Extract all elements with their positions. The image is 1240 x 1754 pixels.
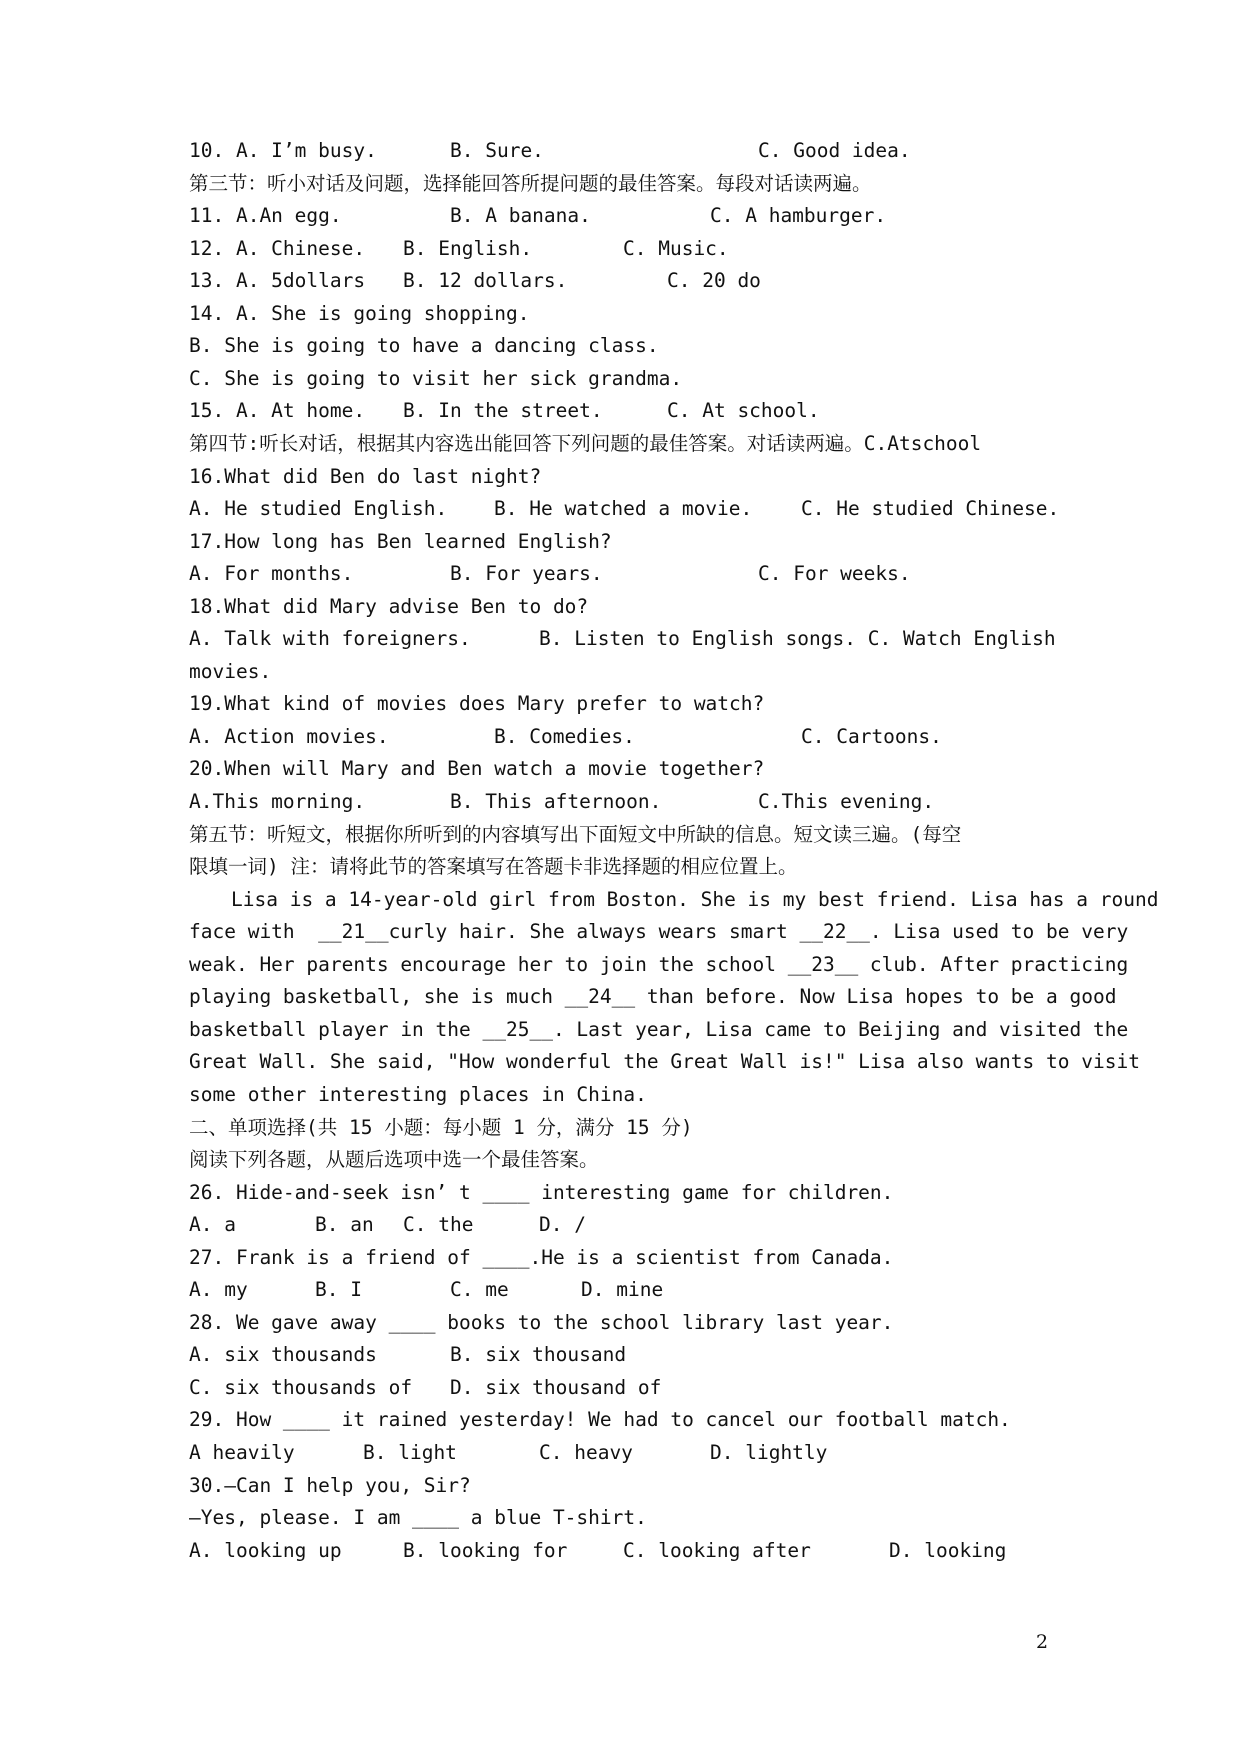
text-line [189,884,1159,916]
line-segment: B. He watched a movie. [494,497,753,521]
line-segment: B. light [363,1441,457,1464]
text-line [189,786,1069,818]
text-line [189,656,1069,688]
line-segment: 26. Hide-and-seek isn’ t ____ interesting game for children. [189,1180,894,1204]
line-segment: C. 20 do [667,269,761,293]
text-line [189,1339,1069,1371]
line-segment: 30.—Can I help you, Sir? [189,1473,471,1497]
text-line [189,981,1117,1013]
text-line [189,623,1069,655]
text-line [189,1437,1069,1469]
line-segment: 阅读下列各题，从题后选项中选一个最佳答案。 [189,1148,599,1172]
line-segment: D. mine [581,1278,664,1302]
line-segment: C. At school. [667,399,820,423]
line-segment: B. an [315,1213,374,1237]
line-segment: 27. Frank is a friend of ____.He is a scientist from Canada. [189,1245,894,1269]
line-segment: D. lightly [710,1441,828,1464]
text-line [189,265,1069,297]
line-segment: 限填一词) 注：请将此节的答案填写在答题卡非选择题的相应位置上。 [189,855,798,879]
text-line [189,688,1069,720]
text-line [189,558,1069,590]
text-line [189,526,1069,558]
line-segment: C. heavy [539,1441,633,1464]
line-segment: A. my [189,1278,248,1302]
line-segment: B. looking for [403,1538,568,1562]
text-line [189,721,1069,753]
text-line [189,1014,1129,1046]
line-segment: B. English. [403,236,533,260]
line-segment: C. Good idea. [758,139,911,162]
text-line [189,428,1069,460]
text-line [189,1079,1069,1111]
line-segment: B. I [315,1278,362,1302]
line-segment: A. Talk with foreigners. [189,627,471,651]
line-segment: playing basketball, she is much __24__ than before. Now Lisa hopes to be a good [189,985,1117,1009]
line-segment: 12. A. Chinese. [189,236,366,260]
line-segment: A. six thousands [189,1343,377,1367]
line-segment: B. Comedies. [494,724,635,748]
line-segment: 20.When will Mary and Ben watch a movie together? [189,757,765,781]
line-segment: D. / [539,1213,586,1237]
line-segment: C. For weeks. [758,562,911,586]
line-segment: B. Listen to English songs. C. Watch English [539,627,1056,651]
line-segment: 29. How ____ it rained yesterday! We had to cancel our football match. [189,1408,1011,1432]
line-segment: weak. Her parents encourage her to join the school __23__ club. After practicing [189,952,1129,976]
line-segment: 15. A. At home. [189,399,366,423]
line-segment: Lisa is a 14-year-old girl from Boston. She is my best friend. Lisa has a round [231,887,1159,911]
text-line [189,395,1069,427]
text-line [189,591,1069,623]
line-segment: C. looking after [623,1538,811,1562]
text-line [189,1209,1069,1241]
line-segment: 17.How long has Ben learned English? [189,529,612,553]
line-segment: C. six thousands of [189,1375,413,1399]
line-segment: A.This morning. [189,790,366,813]
text-line [189,168,1069,200]
line-segment: 19.What kind of movies does Mary prefer to watch? [189,692,765,716]
line-segment: 14. A. She is going shopping. [189,301,530,325]
text-line [189,493,1069,525]
line-segment: 16.What did Ben do last night? [189,464,542,488]
line-segment: 28. We gave away ____ books to the school library last year. [189,1310,894,1334]
line-segment: D. six thousand of [450,1375,662,1399]
text-line [189,1046,1140,1078]
line-segment: C. She is going to visit her sick grandma. [189,366,683,390]
line-segment: 二、单项选择(共 15 小题：每小题 1 分，满分 15 分) [189,1115,693,1139]
text-line [189,233,1069,265]
text-line [189,1242,1069,1274]
text-line [189,1177,1069,1209]
line-segment: A. Action movies. [189,724,389,748]
line-segment: —Yes, please. I am ____ a blue T-shirt. [189,1506,647,1530]
line-segment: C. A hamburger. [710,204,887,228]
page-number: 2 [1036,1631,1049,1653]
text-line [189,1470,1069,1502]
text-line [189,819,1069,851]
line-segment: B. A banana. [450,204,591,228]
line-segment: 第三节：听小对话及问题，选择能回答所提问题的最佳答案。每段对话读两遍。 [189,171,872,195]
text-line [189,1307,1069,1339]
line-segment: A. a [189,1213,236,1237]
line-segment: Great Wall. She said, "How wonderful the Great Wall is!" Lisa also wants to visit [189,1050,1140,1074]
line-segment: 第五节：听短文，根据你所听到的内容填写出下面短文中所缺的信息。短文读三遍。(每空 [189,822,962,846]
text-line [189,1372,1069,1404]
line-segment: C. the [403,1213,474,1237]
text-line [189,363,1069,395]
text-line [189,1144,1069,1176]
line-segment: D. looking [889,1538,1007,1562]
line-segment: 10. A. I’m busy. [189,139,377,162]
text-line [189,753,1069,785]
line-segment: C. Music. [623,236,729,260]
line-segment: face with __21__curly hair. She always wears smart __22__. Lisa used to be very [189,920,1129,944]
text-line [189,298,1069,330]
line-segment: A. For months. [189,562,354,586]
line-segment: B. six thousand [450,1343,627,1367]
text-line [189,330,1069,362]
text-line [189,851,1069,883]
line-segment: A. He studied English. [189,497,448,521]
line-segment: A heavily [189,1441,295,1464]
line-segment: B. 12 dollars. [403,269,568,293]
line-segment: C. Cartoons. [801,724,942,748]
text-line [189,200,1069,232]
line-segment: basketball player in the __25__. Last year, Lisa came to Beijing and visited the [189,1017,1129,1041]
text-line [189,916,1129,948]
line-segment: some other interesting places in China. [189,1082,647,1106]
line-segment: 第四节:听长对话，根据其内容选出能回答下列问题的最佳答案。对话读两遍。C.Atschool [189,431,982,455]
line-segment: 13. A. 5dollars [189,269,366,293]
line-segment: C.This evening. [758,790,935,813]
text-line [189,1274,1069,1306]
text-line [189,949,1129,981]
text-line [189,461,1069,493]
text-line [189,1112,1069,1144]
line-segment: 11. A.An egg. [189,204,342,228]
line-segment: B. For years. [450,562,603,586]
text-line [189,135,1069,167]
line-segment: movies. [189,659,272,683]
line-segment: 18.What did Mary advise Ben to do? [189,594,589,618]
line-segment: B. In the street. [403,399,603,423]
line-segment: B. Sure. [450,139,544,162]
line-segment: B. This afternoon. [450,790,662,813]
line-segment: C. me [450,1278,509,1302]
line-segment: B. She is going to have a dancing class. [189,334,659,358]
line-segment: A. looking up [189,1538,342,1562]
text-line [189,1535,1069,1567]
line-segment: C. He studied Chinese. [801,497,1060,521]
text-line [189,1502,1069,1534]
text-line [189,1404,1069,1436]
